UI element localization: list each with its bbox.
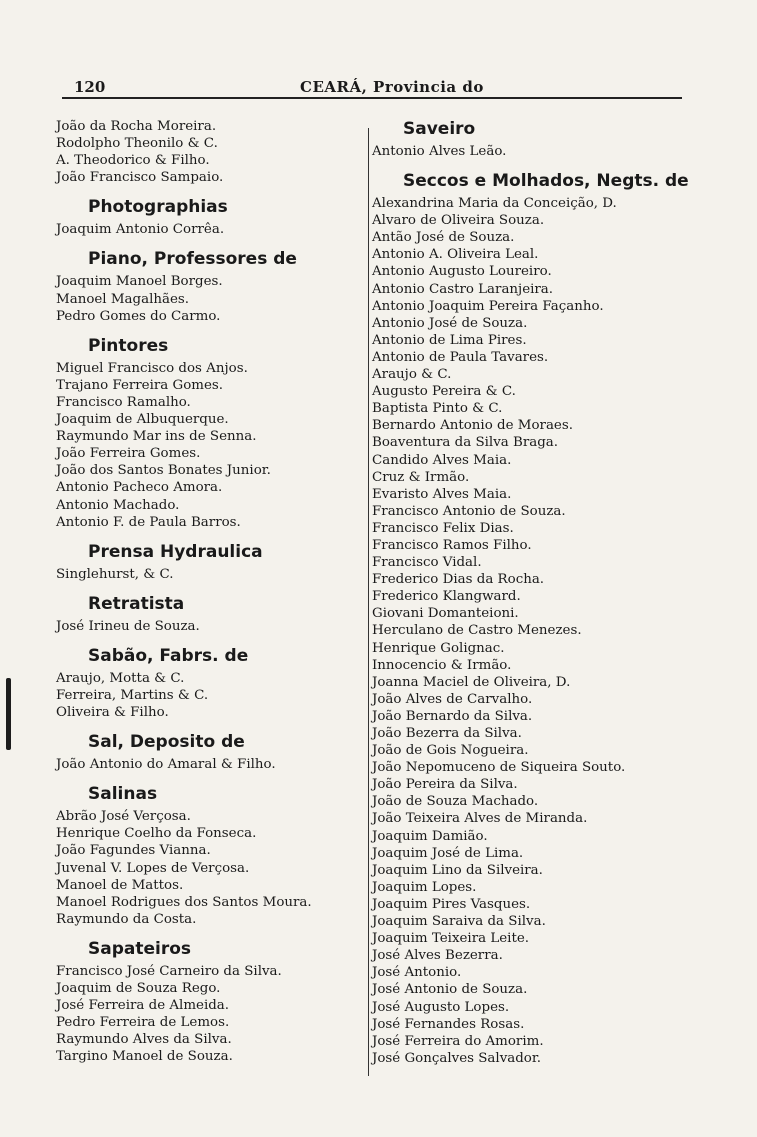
directory-entry: Joaquim de Albuquerque. xyxy=(56,412,229,428)
directory-entry: A. Theodorico & Filho. xyxy=(56,153,210,169)
directory-entry: João Fagundes Vianna. xyxy=(56,843,211,859)
directory-entry: Augusto Pereira & C. xyxy=(372,384,516,400)
page-number: 120 xyxy=(74,78,106,96)
directory-entry: Araujo, Motta & C. xyxy=(56,670,185,686)
directory-entry: Antonio José de Souza. xyxy=(372,315,528,331)
margin-marks xyxy=(0,600,30,1080)
directory-entry: Joaquim José de Lima. xyxy=(372,845,524,861)
section-heading: Sapateiros xyxy=(88,938,192,959)
directory-entry: Francisco Ramos Filho. xyxy=(372,537,532,553)
directory-entry: Joaquim de Souza Rego. xyxy=(56,981,221,996)
right-section xyxy=(368,170,698,1067)
directory-entry: João Francisco Sampaio. xyxy=(56,170,224,186)
directory-entry: João Nepomuceno de Siqueira Souto. xyxy=(372,760,626,776)
directory-entry: Francisco Antonio de Souza. xyxy=(372,503,566,519)
directory-entry: João Pereira da Silva. xyxy=(372,777,518,793)
section-heading: Prensa Hydraulica xyxy=(88,541,263,562)
left-section xyxy=(52,645,358,721)
section-heading: Retratista xyxy=(88,593,185,614)
directory-entry: Trajano Ferreira Gomes. xyxy=(56,377,224,393)
header-rule xyxy=(62,97,682,99)
directory-entry: Henrique Golignac. xyxy=(372,640,505,656)
section-heading: Seccos e Molhados, Negts. de xyxy=(403,171,689,192)
directory-entry: Bernardo Antonio de Moraes. xyxy=(372,418,573,434)
directory-entry: Pedro Gomes do Carmo. xyxy=(56,308,221,324)
directory-entry: Joaquim Teixeira Leite. xyxy=(372,931,530,947)
left-section xyxy=(52,118,358,186)
directory-entry: Joaquim Lino da Silveira. xyxy=(372,862,543,878)
directory-entry: Frederico Klangward. xyxy=(372,589,521,605)
directory-entry: João de Gois Nogueira. xyxy=(372,743,529,759)
directory-entry: João Bezerra da Silva. xyxy=(372,726,522,741)
directory-entry: Joaquim Saraiva da Silva. xyxy=(372,914,546,930)
directory-entry: José Ferreira de Almeida. xyxy=(56,998,230,1014)
directory-entry: Pedro Ferreira de Lemos. xyxy=(56,1015,230,1031)
section-heading: Saveiro xyxy=(403,119,476,139)
directory-entry: José Alves Bezerra. xyxy=(372,948,503,964)
left-section xyxy=(52,248,358,324)
margin-ink-mark xyxy=(6,678,11,750)
section-heading: Salinas xyxy=(88,784,158,805)
directory-entry: Raymundo Mar ins de Senna. xyxy=(56,429,257,445)
directory-entry: Antonio Joaquim Pereira Façanho. xyxy=(372,298,604,314)
directory-entry: Antonio de Lima Pires. xyxy=(372,332,527,348)
directory-entry: Joaquim Antonio Corrêa. xyxy=(56,222,225,238)
directory-entry: Targino Manoel de Souza. xyxy=(56,1049,233,1065)
directory-entry: José Fernandes Rosas. xyxy=(372,1016,525,1032)
directory-entry: Evaristo Alves Maia. xyxy=(372,486,512,502)
directory-entry: Juvenal V. Lopes de Verçosa. xyxy=(56,860,250,876)
directory-entry: Francisco Ramalho. xyxy=(56,394,191,410)
directory-entry: José Irineu de Souza. xyxy=(56,618,200,634)
directory-entry: Antonio Castro Laranjeira. xyxy=(372,281,554,297)
directory-entry: Manoel de Mattos. xyxy=(56,877,184,893)
section-heading: Pintores xyxy=(88,335,169,356)
directory-entry: Oliveira & Filho. xyxy=(56,705,169,721)
directory-entry: Francisco José Carneiro da Silva. xyxy=(56,963,282,979)
directory-entry: Antonio Augusto Loureiro. xyxy=(372,264,552,280)
directory-entry: Francisco Felix Dias. xyxy=(372,520,514,536)
left-section xyxy=(52,593,358,635)
directory-entry: Rodolpho Theonilo & C. xyxy=(56,136,218,152)
directory-entry: José Antonio de Souza. xyxy=(372,982,528,998)
directory-entry: Joanna Maciel de Oliveira, D. xyxy=(372,674,571,690)
directory-entry: Antonio Machado. xyxy=(56,497,180,513)
right-section xyxy=(368,118,698,160)
directory-entry: Antão José de Souza. xyxy=(372,230,515,246)
directory-entry: João Teixeira Alves de Miranda. xyxy=(372,811,588,827)
directory-entry: Miguel Francisco dos Anjos. xyxy=(56,360,248,376)
right-column xyxy=(368,118,698,1067)
directory-entry: Baptista Pinto & C. xyxy=(372,401,503,417)
directory-entry: Giovani Domanteioni. xyxy=(372,606,519,622)
section-heading: Piano, Professores de xyxy=(88,249,297,270)
directory-entry: João Antonio do Amaral & Filho. xyxy=(56,757,276,773)
directory-entry: João Alves de Carvalho. xyxy=(372,691,533,707)
directory-entry: Frederico Dias da Rocha. xyxy=(372,572,545,588)
left-section xyxy=(52,731,358,773)
directory-entry: Antonio Alves Leão. xyxy=(372,144,507,159)
directory-entry: João Bernardo da Silva. xyxy=(372,708,533,724)
directory-entry: Herculano de Castro Menezes. xyxy=(372,623,582,639)
directory-entry: José Gonçalves Salvador. xyxy=(372,1050,542,1066)
left-section xyxy=(52,783,358,928)
directory-entry: Boaventura da Silva Braga. xyxy=(372,435,559,451)
directory-entry: Cruz & Irmão. xyxy=(372,469,470,485)
directory-entry: Alexandrina Maria da Conceição, D. xyxy=(372,196,617,212)
directory-entry: Antonio A. Oliveira Leal. xyxy=(372,247,539,263)
directory-entry: Abrão José Verçosa. xyxy=(56,809,191,825)
directory-entry: José Antonio. xyxy=(372,965,462,981)
directory-entry: Raymundo Alves da Silva. xyxy=(56,1032,232,1048)
directory-entry: Singlehurst, & C. xyxy=(56,566,174,582)
directory-entry: Manoel Rodrigues dos Santos Moura. xyxy=(56,894,312,910)
directory-entry: Francisco Vidal. xyxy=(372,555,482,571)
directory-entry: Henrique Coelho da Fonseca. xyxy=(56,826,257,842)
directory-entry: João da Rocha Moreira. xyxy=(56,119,217,134)
section-heading: Sal, Deposito de xyxy=(88,732,245,753)
left-column xyxy=(52,118,358,1065)
directory-entry: Antonio Pacheco Amora. xyxy=(56,480,223,496)
directory-entry: João de Souza Machado. xyxy=(372,794,539,810)
section-heading: Photographias xyxy=(88,197,228,218)
left-section xyxy=(52,541,358,583)
directory-entry: João Ferreira Gomes. xyxy=(56,446,201,462)
directory-entry: Ferreira, Martins & C. xyxy=(56,687,209,703)
directory-entry: Antonio F. de Paula Barros. xyxy=(56,514,241,530)
left-section xyxy=(52,335,358,531)
directory-entry: Joaquim Pires Vasques. xyxy=(372,896,531,912)
directory-entry: Joaquim Lopes. xyxy=(372,879,477,895)
left-section xyxy=(52,938,358,1066)
directory-entry: Araujo & C. xyxy=(372,367,452,383)
directory-entry: João dos Santos Bonates Junior. xyxy=(56,463,271,479)
directory-entry: Manoel Magalhães. xyxy=(56,291,190,307)
directory-entry: Innocencio & Irmão. xyxy=(372,657,512,673)
directory-entry: Antonio de Paula Tavares. xyxy=(372,349,549,365)
directory-entry: José Ferreira do Amorim. xyxy=(372,1033,544,1049)
directory-entry: Joaquim Damião. xyxy=(372,828,488,844)
directory-entry: Raymundo da Costa. xyxy=(56,911,197,927)
directory-entry: Alvaro de Oliveira Souza. xyxy=(372,213,545,229)
directory-entry: Candido Alves Maia. xyxy=(372,452,512,468)
directory-entry: Joaquim Manoel Borges. xyxy=(56,274,223,290)
left-section xyxy=(52,196,358,238)
running-title: CEARÁ, Provincia do xyxy=(300,78,484,96)
section-heading: Sabão, Fabrs. de xyxy=(88,645,249,666)
directory-entry: José Augusto Lopes. xyxy=(372,999,510,1015)
